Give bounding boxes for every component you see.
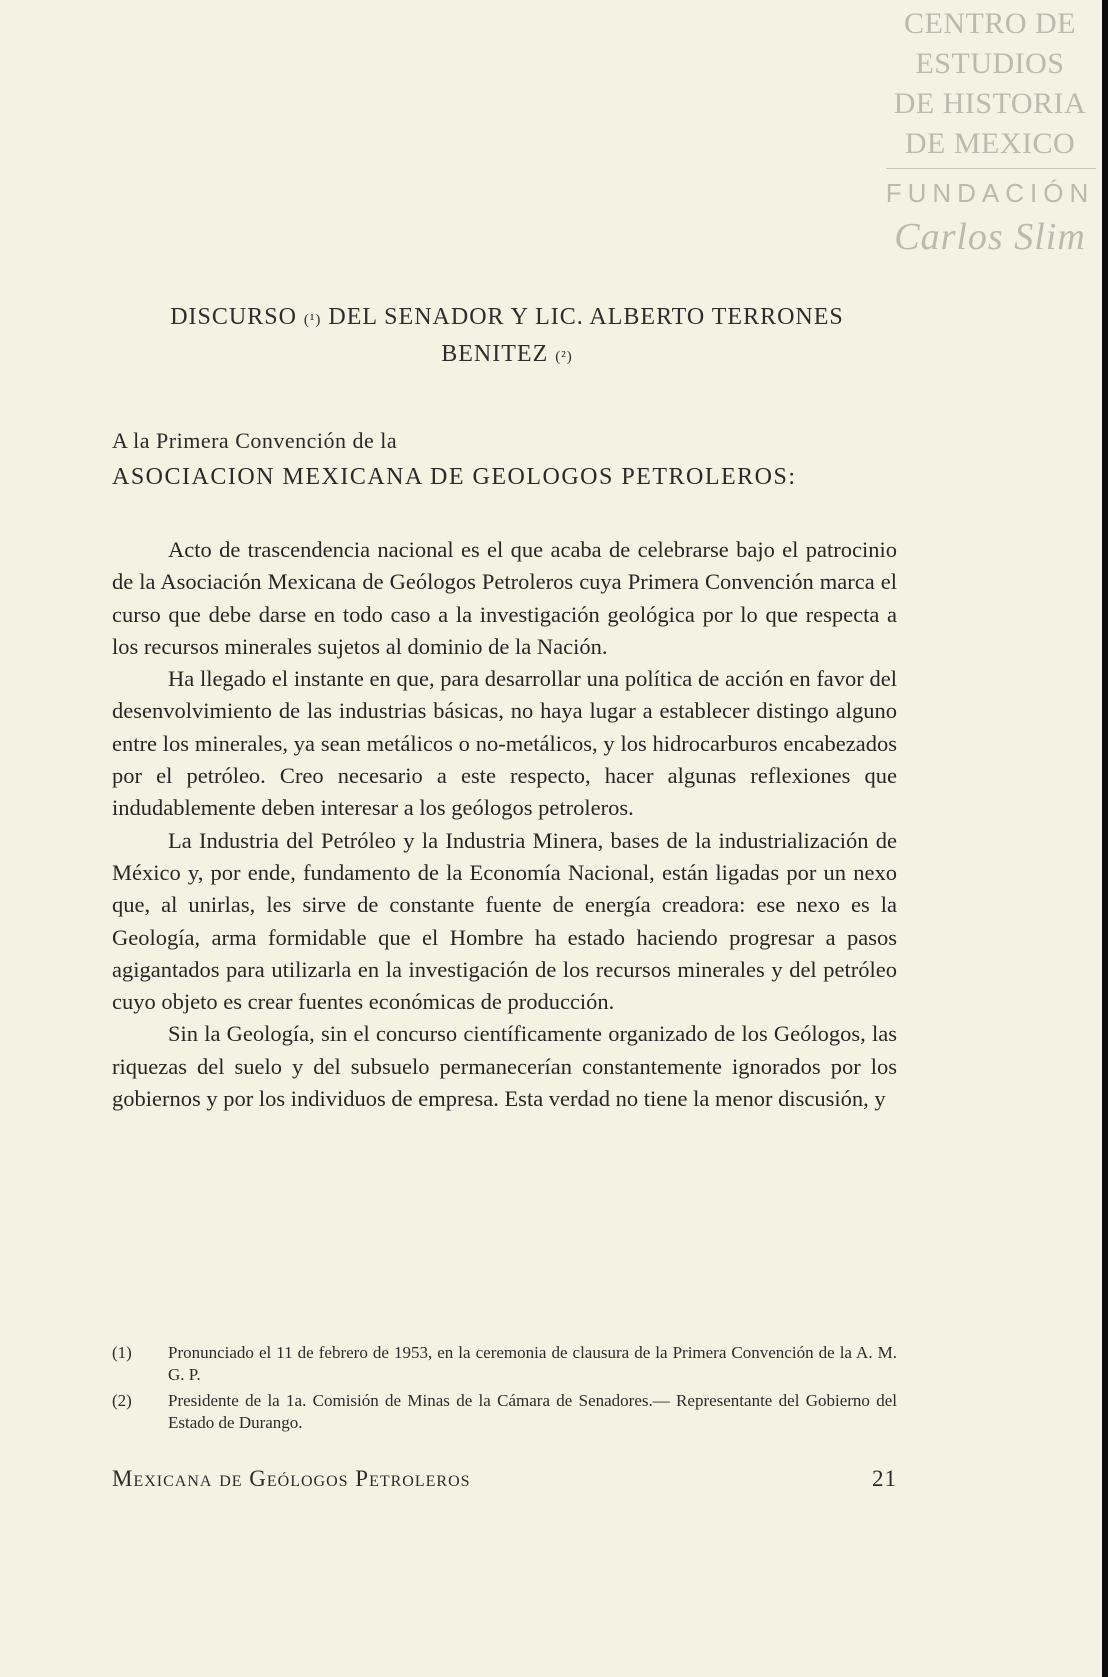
footnote xyxy=(112,1390,897,1434)
title-line-1 xyxy=(112,300,902,337)
watermark-signature: Carlos Slim xyxy=(894,216,1086,258)
footnote-ref-2: (²) xyxy=(555,349,573,365)
watermark-divider xyxy=(886,168,1096,169)
title-surname: BENITEZ xyxy=(441,341,549,367)
journal-name: Mexicana de Geólogos Petroleros xyxy=(112,1466,471,1491)
title-rest: DEL SENADOR Y LIC. ALBERTO TERRONES xyxy=(328,304,844,330)
paragraph: Ha llegado el instante en que, para desarrollar una política de acción en favor del desenvolvimiento de las industrias básicas, no haya lugar a establecer distingo alguno entre los minerales, ya sean metálicos o no-metálicos, y los hidrocarburos encabezados por el petróleo. Creo necesario a este respecto, hacer algunas reflexiones que indudablemente deben interesar a los geólogos petroleros. xyxy=(112,666,897,821)
watermark-line: CENTRO DE xyxy=(904,7,1076,40)
page-number: 21 xyxy=(872,1466,897,1491)
footnote-ref-1: (¹) xyxy=(303,312,322,328)
title-word: DISCURSO xyxy=(170,304,297,330)
paragraph: Sin la Geología, sin el concurso científicamente organizado de los Geólogos, las riquezas del suelo y del subsuelo permanecerían constantemente ignorados por los gobiernos y por los individuos de empresa. Esta verdad no tiene la menor discusión, y xyxy=(112,1021,897,1112)
footnote-number: (2) xyxy=(112,1391,132,1410)
footnote-text: Presidente de la 1a. Comisión de Minas de la Cámara de Senadores.— Representante del Gobierno del Estado de Durango. xyxy=(168,1391,897,1432)
paragraph: Acto de trascendencia nacional es el que acaba de celebrarse bajo el patrocinio de la Asociación Mexicana de Geólogos Petroleros cuya Primera Convención marca el curso que debe darse en todo caso a la investigación geológica por lo que respecta a los recursos minerales sujetos al dominio de la Nación. xyxy=(112,537,897,659)
page-footer xyxy=(112,1466,897,1492)
paragraph: La Industria del Petróleo y la Industria Minera, bases de la industrialización de México y, por ende, fundamento de la Economía Nacional, están ligadas por un nexo que, al unirlas, les sirve de constante fuente de energía creadora: ese nexo es la Geología, arma formidable que el Hombre ha estado haciendo progresar a pasos agigantados para utilizarla en la investigación de los recursos minerales y del petróleo cuyo objeto es crear fuentes económicas de producción. xyxy=(112,827,897,1015)
title-line-2 xyxy=(112,337,902,374)
footnotes xyxy=(112,1342,897,1438)
address-line-2: ASOCIACION MEXICANA DE GEOLOGOS PETROLEROS: xyxy=(112,464,797,490)
address-line-1: A la Primera Convención de la xyxy=(112,428,398,453)
watermark-line: DE HISTORIA xyxy=(893,87,1087,120)
watermark-foundation: FUNDACIÓN xyxy=(885,178,1095,208)
watermark-line: DE MEXICO xyxy=(904,127,1076,160)
footnote-number: (1) xyxy=(112,1343,132,1362)
speech-title xyxy=(112,300,902,374)
footnote xyxy=(112,1342,897,1386)
footnote-text: Pronunciado el 11 de febrero de 1953, en la ceremonia de clausura de la Primera Convención de la A. M. G. P. xyxy=(168,1343,897,1384)
watermark-line: ESTUDIOS xyxy=(915,47,1065,80)
watermark xyxy=(878,4,1102,263)
body-text xyxy=(112,534,897,1115)
